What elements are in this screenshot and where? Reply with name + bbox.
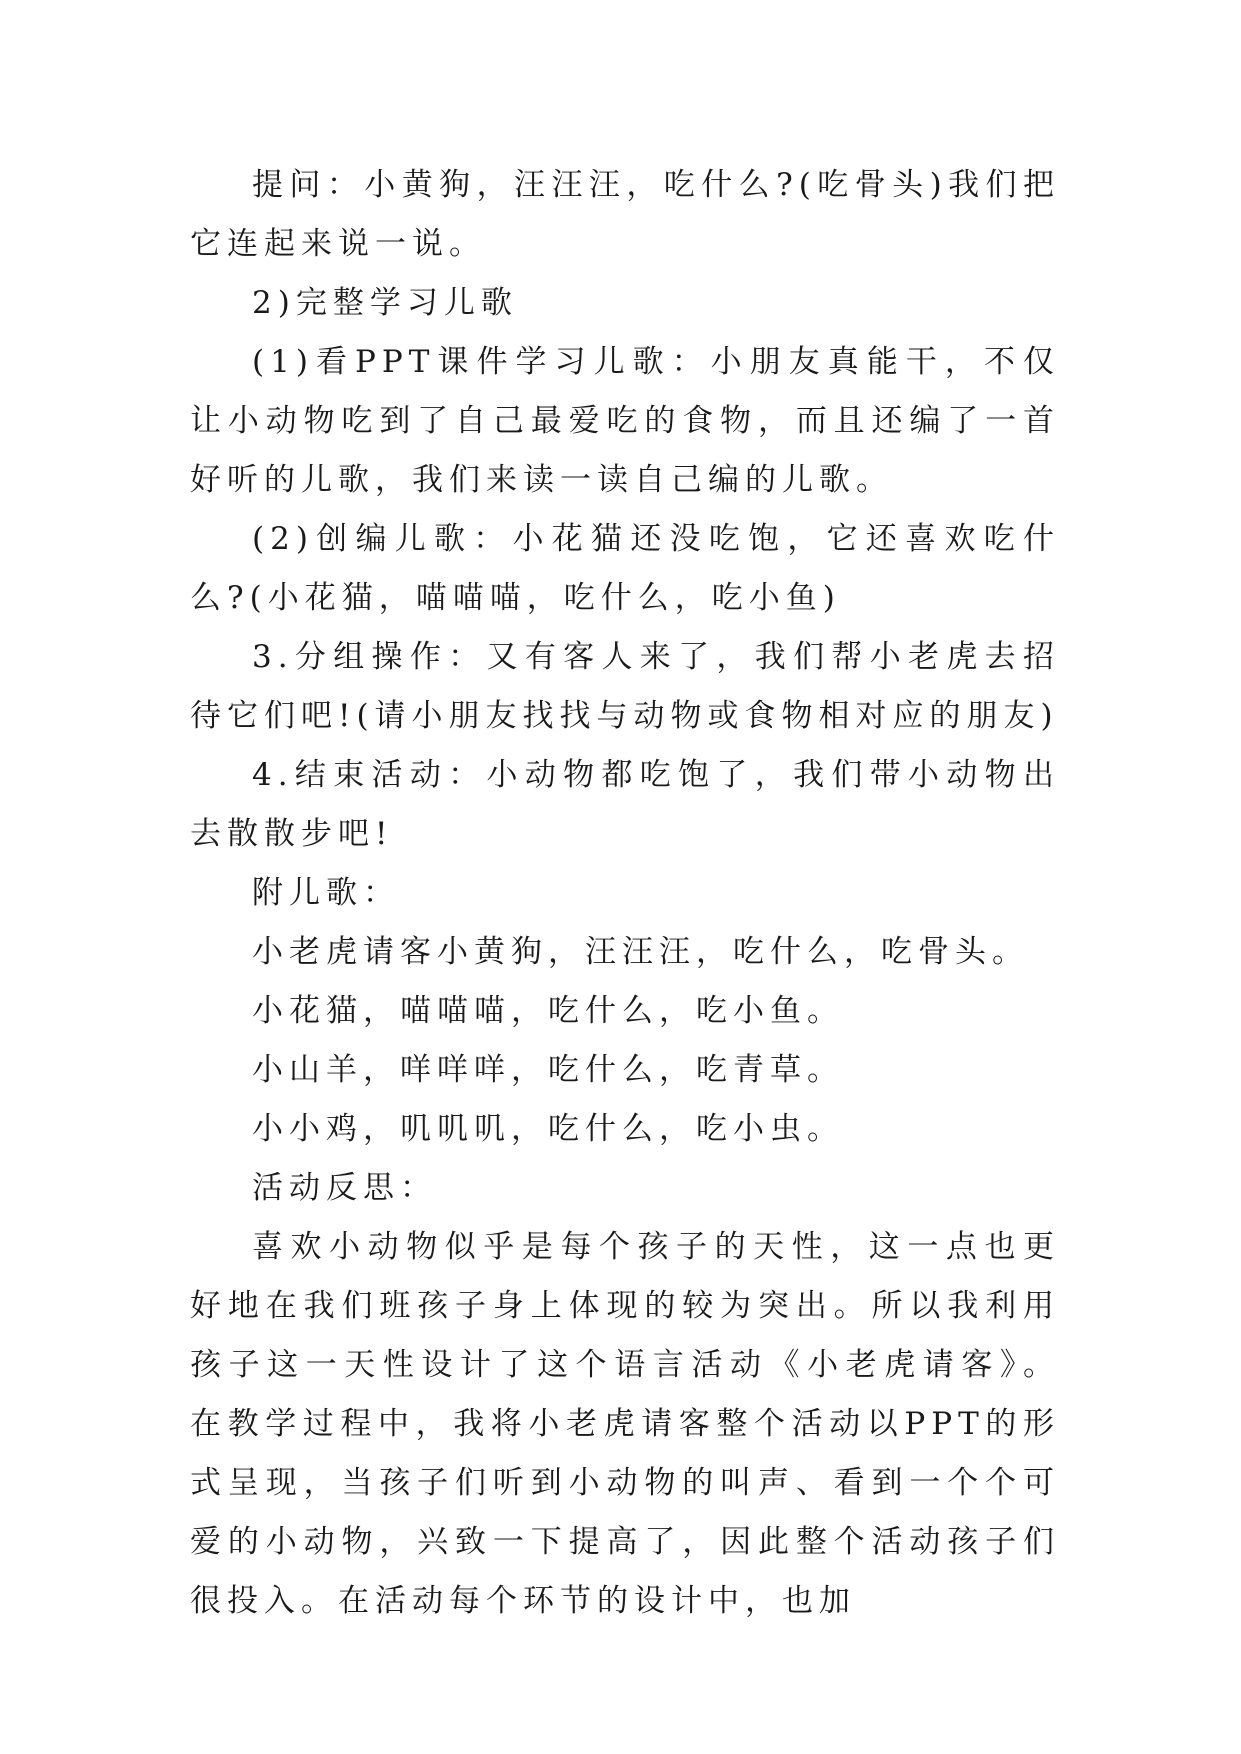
document-body <box>190 156 1060 1631</box>
song-line-4: 小小鸡，叽叽叽，吃什么，吃小虫。 <box>252 1111 844 1147</box>
paragraph-song-heading: 附儿歌： <box>252 875 400 911</box>
paragraph-question: 提问：小黄狗，汪汪汪，吃什么?(吃骨头)我们把它连起来说一说。 <box>190 167 1060 262</box>
paragraph-end-activity: 4.结束活动：小动物都吃饱了，我们带小动物出去散散步吧! <box>190 757 1060 852</box>
paragraph-ppt-learning: (1)看PPT课件学习儿歌：小朋友真能干，不仅让小动物吃到了自己最爱吃的食物，而且还编了一首好听的儿歌，我们来读一读自己编的儿歌。 <box>190 344 1060 498</box>
paragraph-learn-song-heading: 2)完整学习儿歌 <box>252 285 518 321</box>
paragraph-group-activity: 3.分组操作：又有客人来了，我们帮小老虎去招待它们吧!(请小朋友找找与动物或食物相对应的朋友) <box>190 639 1060 734</box>
paragraph-reflection-heading: 活动反思： <box>252 1170 437 1206</box>
song-line-2: 小花猫，喵喵喵，吃什么，吃小鱼。 <box>252 993 844 1029</box>
paragraph-create-song: (2)创编儿歌：小花猫还没吃饱，它还喜欢吃什么?(小花猫，喵喵喵，吃什么，吃小鱼) <box>190 521 1060 616</box>
paragraph-reflection-body: 喜欢小动物似乎是每个孩子的天性，这一点也更好地在我们班孩子身上体现的较为突出。所以我利用孩子这一天性设计了这个语言活动《小老虎请客》。在教学过程中，我将小老虎请客整个活动以PPT的形式呈现，当孩子们听到小动物的叫声、看到一个个可爱的小动物，兴致一下提高了，因此整个活动孩子们很投入。在活动每个环节的设计中，也加 <box>190 1229 1060 1619</box>
song-line-1: 小老虎请客小黄狗，汪汪汪，吃什么，吃骨头。 <box>252 934 1029 970</box>
song-line-3: 小山羊，咩咩咩，吃什么，吃青草。 <box>252 1052 844 1088</box>
